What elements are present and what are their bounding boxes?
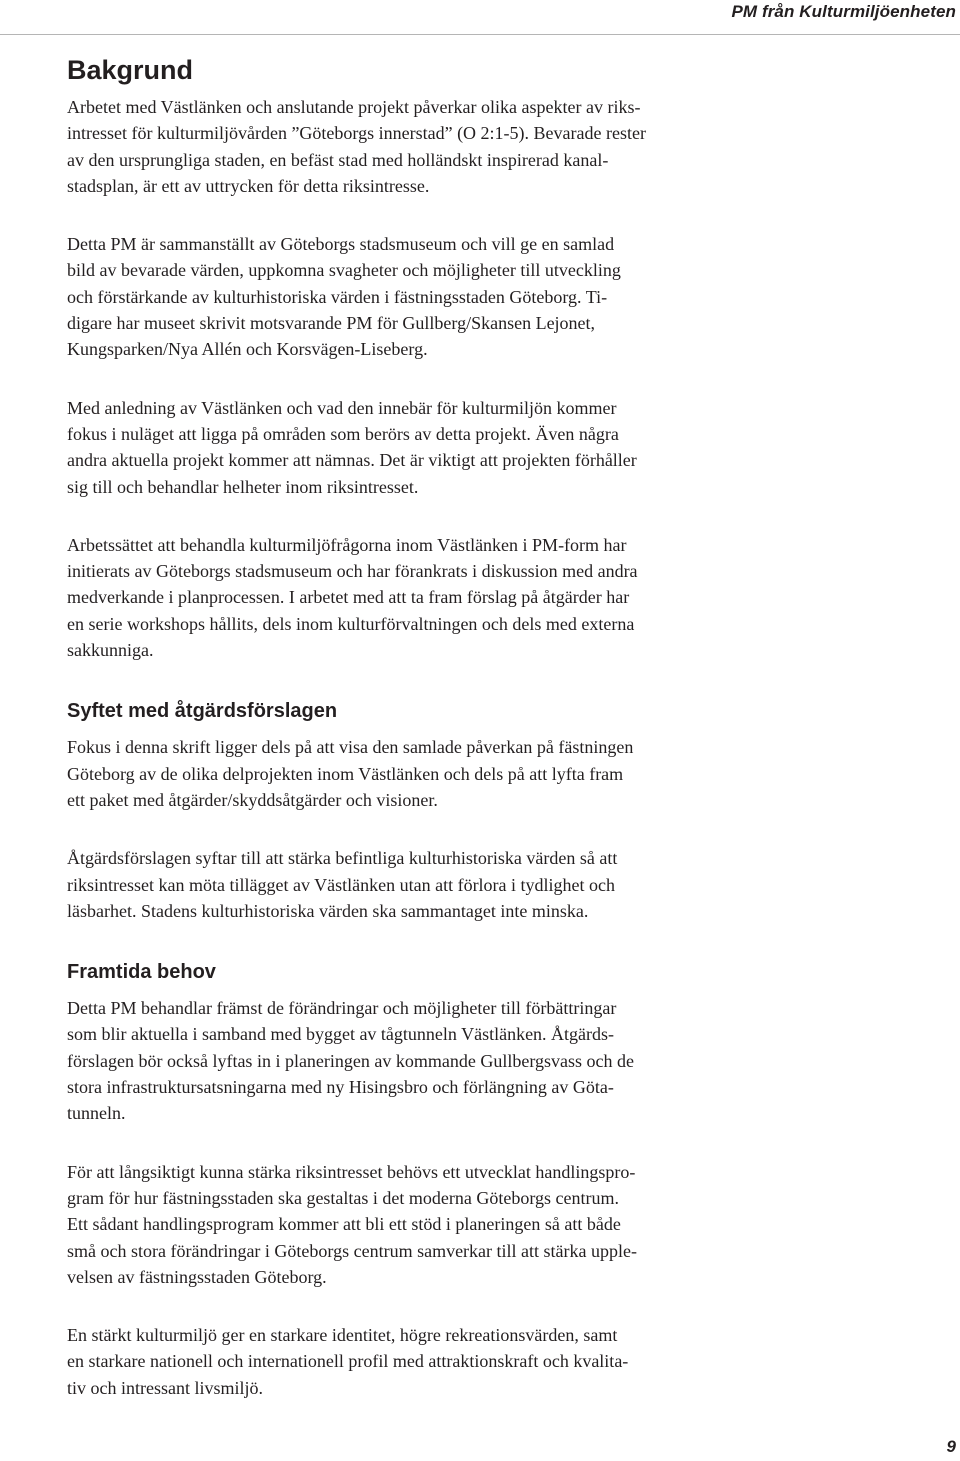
- paragraph: Med anledning av Västlänken och vad den innebär för kulturmiljön kommer fokus i nuläget att ligga på områden som berörs av detta projekt. Även några andra aktuella projekt kommer att nämnas. Det är viktigt att projekten förhåller sig till och behandlar helheter inom riksintresset.: [67, 397, 637, 497]
- paragraph: Detta PM är sammanställt av Göteborgs stadsmuseum och vill ge en samlad bild av bevarade värden, uppkomna svagheter och möjligheter till utveckling och förstärkande av kulturhistoriska värden i fästningsstaden Göteborg. Ti- digare har museet skrivit motsvarande PM för Gullberg/Skansen Lejonet, Kungsparken/Nya Allén och Korsvägen-Liseberg.: [67, 234, 621, 360]
- paragraph: En stärkt kulturmiljö ger en starkare identitet, högre rekreationsvärden, samt en starkare nationell och internationell profil med attraktionskraft och kvalita- tiv och intressant livsmiljö.: [67, 1325, 629, 1398]
- paragraph: Åtgärdsförslagen syftar till att stärka befintliga kulturhistoriska värden så att riksintresset kan möta tillägget av Västlänken utan att förlora i tydlighet och läsbarhet. Stadens kulturhistoriska värden ska sammantaget inte minska.: [67, 848, 618, 921]
- section-heading-bakgrund: Bakgrund: [67, 55, 194, 85]
- page-number: 9: [946, 1437, 956, 1456]
- paragraph: Detta PM behandlar främst de förändringar och möjligheter till förbättringar som blir aktuella i samband med bygget av tågtunneln Västlänken. Åtgärds- förslagen bör också lyftas in i planeringen av kommande Gullbergsvass och de stora infrastruktursatsningarna med ny Hisingsbro och förlängning av Göta- tunneln.: [67, 998, 635, 1124]
- paragraph: Arbetssättet att behandla kulturmiljöfrågorna inom Västlänken i PM-form har initierats av Göteborgs stadsmuseum och har förankrats i diskussion med andra medverkande i planprocessen. I arbetet med att ta fram förslag på åtgärder har en serie workshops hållits, dels inom kulturförvaltningen och dels med externa sakkunniga.: [67, 534, 638, 661]
- running-header-title: PM från Kulturmiljöenheten: [731, 2, 956, 21]
- section-heading-framtida-behov: Framtida behov: [67, 961, 216, 984]
- header-divider: [0, 34, 960, 35]
- paragraph: För att långsiktigt kunna stärka riksintresset behövs ett utvecklat handlingspro- gram för hur fästningsstaden ska gestaltas i det moderna Göteborgs centrum. Ett sådant handlingsprogram kommer att bli ett stöd i planeringen så att både små och stora förändringar i Göteborgs centrum samverkar till att stärka upple- velsen av fästningsstaden Göteborg.: [67, 1161, 637, 1287]
- paragraph: Fokus i denna skrift ligger dels på att visa den samlade påverkan på fästningen Göteborg av de olika delprojekten inom Västlänken och dels på att lyfta fram ett paket med åtgärder/skyddsåtgärder och visioner.: [67, 737, 634, 810]
- page-content: [67, 52, 767, 1433]
- section-heading-syftet: Syftet med åtgärdsförslagen: [67, 700, 338, 723]
- paragraph: Arbetet med Västlänken och anslutande projekt påverkar olika aspekter av riks- intresset för kulturmiljövården ”Göteborgs innerstad” (O 2:1-5). Bevarade rester av den ursprungliga staden, en befäst stad med holländskt inspirerad kanal- stadsplan, är ett av uttrycken för detta riksintresse.: [67, 97, 646, 196]
